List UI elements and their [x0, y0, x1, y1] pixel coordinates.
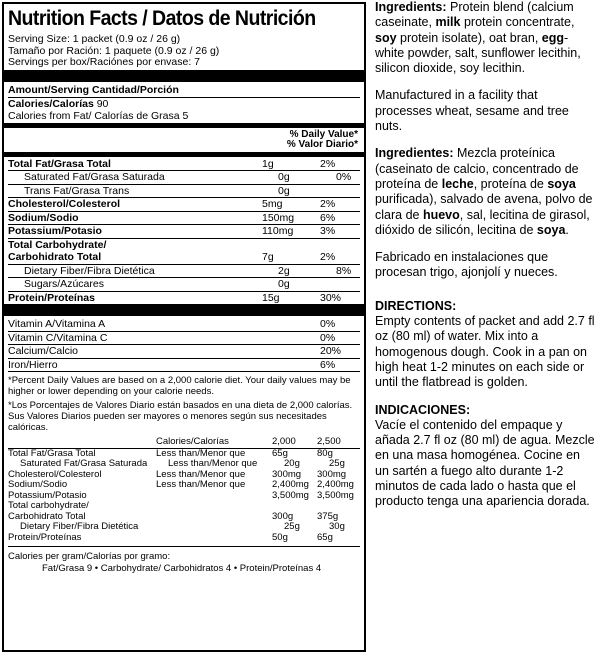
- nutrient-label: Cholesterol/Colesterol: [8, 198, 121, 210]
- calories-from-fat: Calories from Fat/ Calorías de Grasa 5: [8, 109, 189, 122]
- table-cell: [317, 501, 360, 512]
- nutrient-row: [8, 170, 360, 184]
- nutrient-dv: 2%: [320, 157, 336, 170]
- table-cell: 2,500: [317, 436, 341, 447]
- ingredientes-text: , sal, lecitina de girasol, dióxido de silicón, lecitina de: [375, 207, 590, 237]
- table-cell: Less than/Menor que: [156, 447, 246, 459]
- ingredientes-text: .: [565, 222, 569, 237]
- table-cell: 3,500mg: [317, 489, 354, 501]
- nutrition-facts-panel: [2, 2, 366, 652]
- allergen-soy: soy: [375, 30, 397, 45]
- nutrient-dv: [328, 185, 360, 198]
- nutrient-amount: 2g: [278, 264, 290, 277]
- vitamin-dv: 0%: [320, 318, 336, 330]
- table-cell: Total Fat/Grasa Total: [8, 447, 96, 459]
- table-row: [8, 501, 360, 512]
- nutrient-amount: 0g: [278, 171, 290, 183]
- table-cell: 80g: [317, 447, 333, 459]
- ingredients-text: .: [521, 61, 526, 76]
- vitamin-dv: 20%: [320, 345, 342, 357]
- footnote-en: *Percent Daily Values are based on a 2,000 calorie diet. Your daily values may be higher or lower depending on your calorie needs.: [8, 375, 351, 397]
- ingredients-text: -white powder, salt, sunflower: [375, 30, 569, 60]
- table-cell: 25g: [329, 458, 345, 469]
- table-cell: 300g: [272, 510, 294, 522]
- ingredients-es: [375, 146, 597, 238]
- vitamin-dv: 6%: [320, 358, 336, 371]
- divider: [8, 371, 360, 372]
- facility-es: Fabricado en instalaciones que procesan trigo, ajonjolí y nueces.: [375, 250, 558, 280]
- dv-header-es: % Valor Diario*: [286, 139, 358, 150]
- calories-per-gram: Calories per gram/Calorías por gramo:: [8, 551, 171, 562]
- nutrient-label: Total Carbohydrate/: [8, 238, 107, 251]
- nutrient-dv: 0%: [336, 171, 352, 183]
- table-cell: Saturated Fat/Grasa Saturada: [20, 458, 148, 469]
- nutrient-dv: 2%: [320, 198, 336, 210]
- ingredientes-heading: Ingredientes:: [375, 146, 454, 161]
- table-row: [8, 480, 360, 491]
- nutrient-dv: 2%: [320, 251, 336, 263]
- calories-per-gram-values: Fat/Grasa 9 • Carbohydrate/ Carbohidratos 4 • Protein/Proteínas 4: [42, 563, 322, 574]
- daily-value-header: [8, 129, 360, 151]
- nutrient-row: [8, 238, 360, 252]
- nutrient-amount: 0g: [278, 184, 290, 197]
- calories-value: 90: [96, 97, 109, 110]
- table-cell: Protein/Proteínas: [8, 531, 82, 543]
- table-cell: Sodium/Sodio: [8, 479, 68, 490]
- divider: [8, 546, 360, 547]
- ingredients-text: protein isolate), oat bran,: [396, 30, 542, 45]
- divider-medium: [4, 123, 364, 128]
- vitamin-label: Calcium/Calcio: [8, 345, 79, 357]
- table-cell: 2,400mg: [317, 479, 354, 490]
- table-cell: 300mg: [317, 468, 347, 480]
- nutrient-amount: 150mg: [262, 211, 295, 224]
- divider-thick: [4, 70, 364, 82]
- ingredientes-text: Mezcla proteínica (caseinato de calcio, concentrado de proteína de: [375, 146, 579, 191]
- table-row: [8, 522, 360, 533]
- vitamin-dv: 0%: [320, 331, 336, 344]
- calories-label: Calories/Calorías: [8, 97, 94, 110]
- table-header: [8, 437, 360, 449]
- allergen-leche: leche: [441, 176, 474, 191]
- nutrient-amount: 1g: [262, 157, 274, 170]
- table-cell: 2,400mg: [272, 479, 309, 490]
- nutrient-label: Trans Fat/Grasa Trans: [24, 184, 130, 197]
- nutrient-dv: 8%: [336, 264, 352, 277]
- table-cell: [272, 501, 317, 512]
- nutrient-label: Sugars/Azúcares: [24, 278, 104, 290]
- ingredientes-text: , proteína de: [473, 176, 548, 191]
- allergen-soya: soya: [536, 222, 566, 237]
- vitamin-row: [8, 344, 360, 358]
- nutrient-row: [8, 224, 360, 238]
- footnote-es: *Los Porcentajes de Valores Diario están basados en una dieta de 2,000 calorías. Sus Valores Diarios pueden ser mayores o menores según sus necesitades calóricas.: [8, 400, 353, 433]
- nutrient-row: [8, 197, 360, 211]
- allergen-milk: milk: [435, 15, 461, 30]
- vitamin-row: [8, 318, 360, 331]
- nutrient-label: Dietary Fiber/Fibra Dietética: [24, 264, 155, 277]
- ingredientes-text: purificada), salvado de avena, polvo de clara de: [375, 192, 593, 222]
- nutrient-row: [8, 291, 360, 305]
- nutrient-row: [8, 264, 360, 278]
- table-cell: Less than/Menor que: [168, 458, 258, 469]
- dv-header-en: % Daily Value*: [289, 128, 358, 140]
- table-cell: 3,500mg: [272, 489, 309, 501]
- table-cell: 25g: [284, 521, 300, 532]
- table-cell: 30g: [329, 521, 345, 532]
- table-cell: Cholesterol/Colesterol: [8, 468, 102, 480]
- daily-values-table: [8, 437, 360, 543]
- ingredients-text: Protein blend (calcium caseinate,: [375, 0, 574, 30]
- divider-medium: [4, 152, 364, 157]
- nutrient-amount: 15g: [262, 291, 280, 304]
- ingredients-text: protein concentrate,: [460, 15, 575, 30]
- table-cell: Total carbohydrate/: [8, 500, 89, 511]
- directions-text: Empty contents of packet and add 2.7 fl oz (80 ml) of water. Mix into a homogenous dough. Cook in a pan on high heat 1-2 minutes on each side or until the flatbread is golden.: [375, 314, 595, 390]
- table-cell: 65g: [317, 531, 333, 543]
- table-cell: 20g: [284, 458, 300, 469]
- vitamin-row: [8, 331, 360, 345]
- table-cell: 2,000: [272, 436, 296, 447]
- table-cell: Dietary Fiber/Fibra Dietética: [20, 521, 139, 532]
- vitamin-label: Iron/Hierro: [8, 358, 58, 371]
- nutrient-amount: 0g: [278, 278, 290, 290]
- table-cell: [156, 501, 272, 512]
- allergen-egg: egg: [541, 30, 565, 45]
- allergen-huevo: huevo: [422, 207, 460, 222]
- table-cell: Less than/Menor que: [156, 468, 246, 480]
- tamano-porcion: Tamaño por Ración: 1 paquete (0.9 oz / 26 g): [8, 44, 220, 57]
- nutrient-dv: 6%: [320, 211, 336, 224]
- nutrient-row: [8, 184, 360, 198]
- ingredients-en: [375, 0, 597, 76]
- vitamin-row: [8, 358, 360, 372]
- table-cell: [156, 491, 272, 502]
- table-cell: Potassium/Potasio: [8, 489, 87, 501]
- nutrient-amount: 110mg: [262, 225, 294, 237]
- nutrient-label: Potassium/Potasio: [8, 225, 102, 237]
- nutrient-row: [8, 251, 360, 264]
- nutrient-label: Carbohidrato Total: [8, 251, 102, 263]
- indicaciones-text: Vacíe el contenido del empaque y añada 2.7 fl oz (80 ml) de agua. Mezcle en una masa homogénea. Cocine en un sartén a fuego alto durante 1-2 minutos de cada lado o hasta que el producto tenga una apariencia dorada.: [375, 417, 595, 509]
- table-cell: 375g: [317, 510, 339, 522]
- table-cell: Less than/Menor que: [156, 479, 246, 490]
- vitamin-label: Vitamin C/Vitamina C: [8, 331, 108, 344]
- nutrient-dv: 30%: [320, 291, 342, 304]
- ingredients-text: , silicon dioxide, soy: [375, 45, 581, 76]
- table-row: [8, 533, 360, 544]
- product-info-column: [375, 0, 597, 522]
- ingredients-heading: Ingredients:: [375, 0, 447, 14]
- nutrient-label: Sodium/Sodio: [8, 211, 79, 224]
- ingredients-text: lecithin: [538, 45, 578, 60]
- nutrient-row: [8, 211, 360, 225]
- indicaciones: [375, 403, 597, 510]
- directions-heading: DIRECTIONS:: [375, 298, 457, 313]
- table-cell: [168, 522, 284, 533]
- servings-per-box: Servings per box/Raciónes por envase: 7: [8, 56, 201, 68]
- serving-size: Serving Size: 1 packet (0.9 oz / 26 g): [8, 33, 181, 45]
- table-cell: Calories/Calorías: [156, 436, 229, 447]
- table-cell: [8, 437, 156, 448]
- facility-en: Manufactured in a facility that processes wheat, sesame and tree nuts.: [375, 88, 569, 134]
- ingredients-text: lecithin: [482, 61, 522, 76]
- table-cell: 50g: [272, 531, 288, 543]
- nutrient-row: [8, 158, 360, 171]
- table-cell: 65g: [272, 447, 288, 459]
- nutrient-label: Protein/Proteínas: [8, 291, 95, 304]
- amount-per-serving: Amount/Serving Cantidad/Porción: [8, 83, 179, 96]
- nutrient-dv: [312, 239, 360, 252]
- table-cell: [156, 512, 272, 523]
- table-cell: Carbohidrato Total: [8, 510, 86, 522]
- table-cell: 300mg: [272, 468, 302, 480]
- vitamin-label: Vitamin A/Vitamina A: [8, 318, 106, 330]
- nutrient-row: [8, 277, 360, 291]
- nutrient-label: Total Fat/Grasa Total: [8, 157, 111, 170]
- nutrient-amount: 5mg: [262, 198, 283, 210]
- table-row: [8, 459, 360, 470]
- nutrient-dv: 3%: [320, 225, 336, 237]
- directions: [375, 299, 597, 391]
- table-cell: [156, 533, 272, 544]
- indicaciones-heading: INDICACIONES:: [375, 402, 471, 417]
- nutrition-title: Nutrition Facts / Datos de Nutrición: [8, 7, 316, 30]
- divider-thick: [4, 304, 364, 316]
- nutrient-dv: [328, 278, 360, 291]
- calories-row: [8, 98, 360, 110]
- nutrient-label: Saturated Fat/Grasa Saturada: [24, 171, 165, 183]
- nutrient-amount: 7g: [262, 251, 274, 263]
- nutrient-amount: [262, 239, 312, 252]
- allergen-soya: soya: [547, 176, 576, 191]
